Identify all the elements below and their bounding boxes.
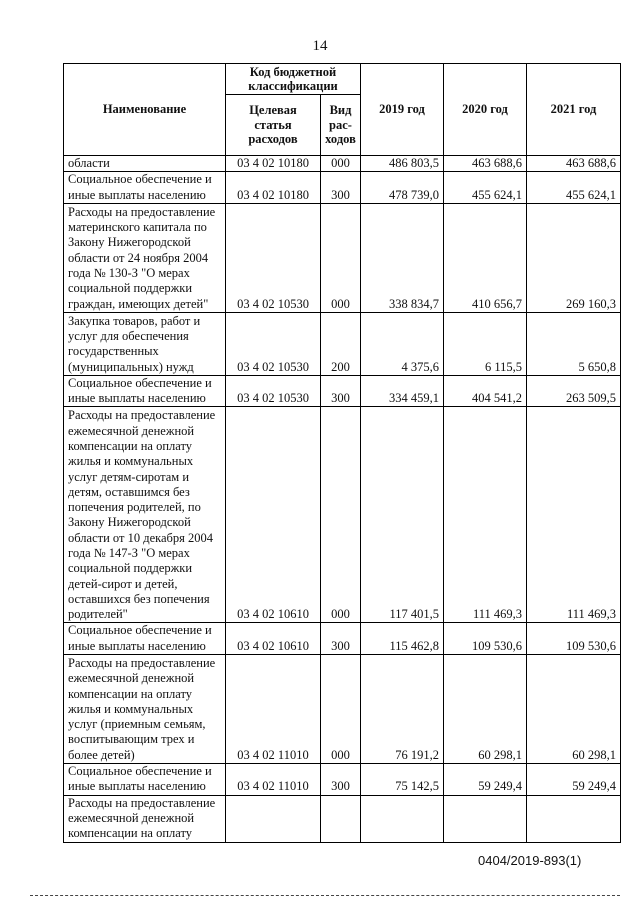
- row-value-2020: 109 530,6: [444, 623, 527, 655]
- row-expense-type: 300: [321, 172, 361, 204]
- table-body: [64, 156, 621, 843]
- row-name: области: [64, 156, 226, 172]
- header-target: Целевая статья расходов: [226, 95, 321, 156]
- row-value-2021: 263 509,5: [527, 375, 621, 407]
- row-value-2021: [527, 795, 621, 842]
- row-name: Социальное обеспечение и иные выплаты населению: [64, 764, 226, 796]
- row-value-2019: 75 142,5: [361, 764, 444, 796]
- row-value-2020: 404 541,2: [444, 375, 527, 407]
- row-name: Расходы на предоставление материнского капитала по Закону Нижегородской области от 24 ноября 2004 года № 130-З "О мерах социальной поддержки граждан, имеющих детей": [64, 203, 226, 312]
- row-value-2021: 111 469,3: [527, 407, 621, 623]
- row-value-2021: 455 624,1: [527, 172, 621, 204]
- table-row: [64, 764, 621, 796]
- row-value-2019: 4 375,6: [361, 312, 444, 375]
- row-value-2020: 59 249,4: [444, 764, 527, 796]
- row-target-code: 03 4 02 10530: [226, 203, 321, 312]
- row-target-code: 03 4 02 10180: [226, 156, 321, 172]
- row-value-2021: 5 650,8: [527, 312, 621, 375]
- row-value-2020: [444, 795, 527, 842]
- table-row: [64, 172, 621, 204]
- row-target-code: 03 4 02 10610: [226, 407, 321, 623]
- header-code-group: Код бюджетной классификации: [226, 64, 361, 95]
- table-row: [64, 156, 621, 172]
- header-2019: 2019 год: [361, 64, 444, 156]
- row-expense-type: 300: [321, 623, 361, 655]
- header-2021: 2021 год: [527, 64, 621, 156]
- row-value-2020: 463 688,6: [444, 156, 527, 172]
- row-value-2019: [361, 795, 444, 842]
- row-target-code: [226, 795, 321, 842]
- row-value-2020: 410 656,7: [444, 203, 527, 312]
- row-value-2021: 269 160,3: [527, 203, 621, 312]
- row-value-2021: 463 688,6: [527, 156, 621, 172]
- row-value-2019: 486 803,5: [361, 156, 444, 172]
- table-row: [64, 407, 621, 623]
- row-value-2019: 76 191,2: [361, 655, 444, 764]
- row-expense-type: 200: [321, 312, 361, 375]
- table-row: [64, 312, 621, 375]
- row-value-2020: 6 115,5: [444, 312, 527, 375]
- row-name: Расходы на предоставление ежемесячной денежной компенсации на оплату жилья и коммунальных услуг (приемным семьям, воспитывающим трех и более детей): [64, 655, 226, 764]
- row-value-2019: 334 459,1: [361, 375, 444, 407]
- header-type: Вид рас-ходов: [321, 95, 361, 156]
- row-value-2021: 60 298,1: [527, 655, 621, 764]
- row-value-2019: 117 401,5: [361, 407, 444, 623]
- table-row: [64, 375, 621, 407]
- row-value-2019: 478 739,0: [361, 172, 444, 204]
- row-expense-type: 000: [321, 407, 361, 623]
- row-name: Закупка товаров, работ и услуг для обеспечения государственных (муниципальных) нужд: [64, 312, 226, 375]
- row-value-2020: 455 624,1: [444, 172, 527, 204]
- table-row: [64, 795, 621, 842]
- document-code: 0404/2019-893(1): [478, 853, 582, 868]
- row-expense-type: 000: [321, 156, 361, 172]
- row-value-2021: 59 249,4: [527, 764, 621, 796]
- row-expense-type: 000: [321, 203, 361, 312]
- table-row: [64, 623, 621, 655]
- row-value-2019: 338 834,7: [361, 203, 444, 312]
- row-target-code: 03 4 02 10610: [226, 623, 321, 655]
- budget-table: [63, 63, 621, 843]
- row-target-code: 03 4 02 10180: [226, 172, 321, 204]
- row-name: Социальное обеспечение и иные выплаты населению: [64, 375, 226, 407]
- table-row: [64, 203, 621, 312]
- bottom-divider: [30, 895, 620, 896]
- row-target-code: 03 4 02 10530: [226, 312, 321, 375]
- row-target-code: 03 4 02 10530: [226, 375, 321, 407]
- page-number: 14: [312, 38, 328, 54]
- row-expense-type: 300: [321, 764, 361, 796]
- row-name: Расходы на предоставление ежемесячной денежной компенсации на оплату жилья и коммунальных услуг детям-сиротам и детям, оставшимся без попечения родителей, по Закону Нижегородской области от 10 декабря 2004 года № 147-З "О мерах социальной поддержки детей-сирот и детей, оставшихся без попечения родителей": [64, 407, 226, 623]
- row-value-2019: 115 462,8: [361, 623, 444, 655]
- row-value-2020: 60 298,1: [444, 655, 527, 764]
- row-name: Социальное обеспечение и иные выплаты населению: [64, 172, 226, 204]
- row-target-code: 03 4 02 11010: [226, 655, 321, 764]
- row-expense-type: [321, 795, 361, 842]
- row-value-2021: 109 530,6: [527, 623, 621, 655]
- row-name: Социальное обеспечение и иные выплаты населению: [64, 623, 226, 655]
- row-value-2020: 111 469,3: [444, 407, 527, 623]
- row-name: Расходы на предоставление ежемесячной денежной компенсации на оплату: [64, 795, 226, 842]
- header-2020: 2020 год: [444, 64, 527, 156]
- table-row: [64, 655, 621, 764]
- header-name: Наименование: [64, 64, 226, 156]
- row-target-code: 03 4 02 11010: [226, 764, 321, 796]
- row-expense-type: 300: [321, 375, 361, 407]
- row-expense-type: 000: [321, 655, 361, 764]
